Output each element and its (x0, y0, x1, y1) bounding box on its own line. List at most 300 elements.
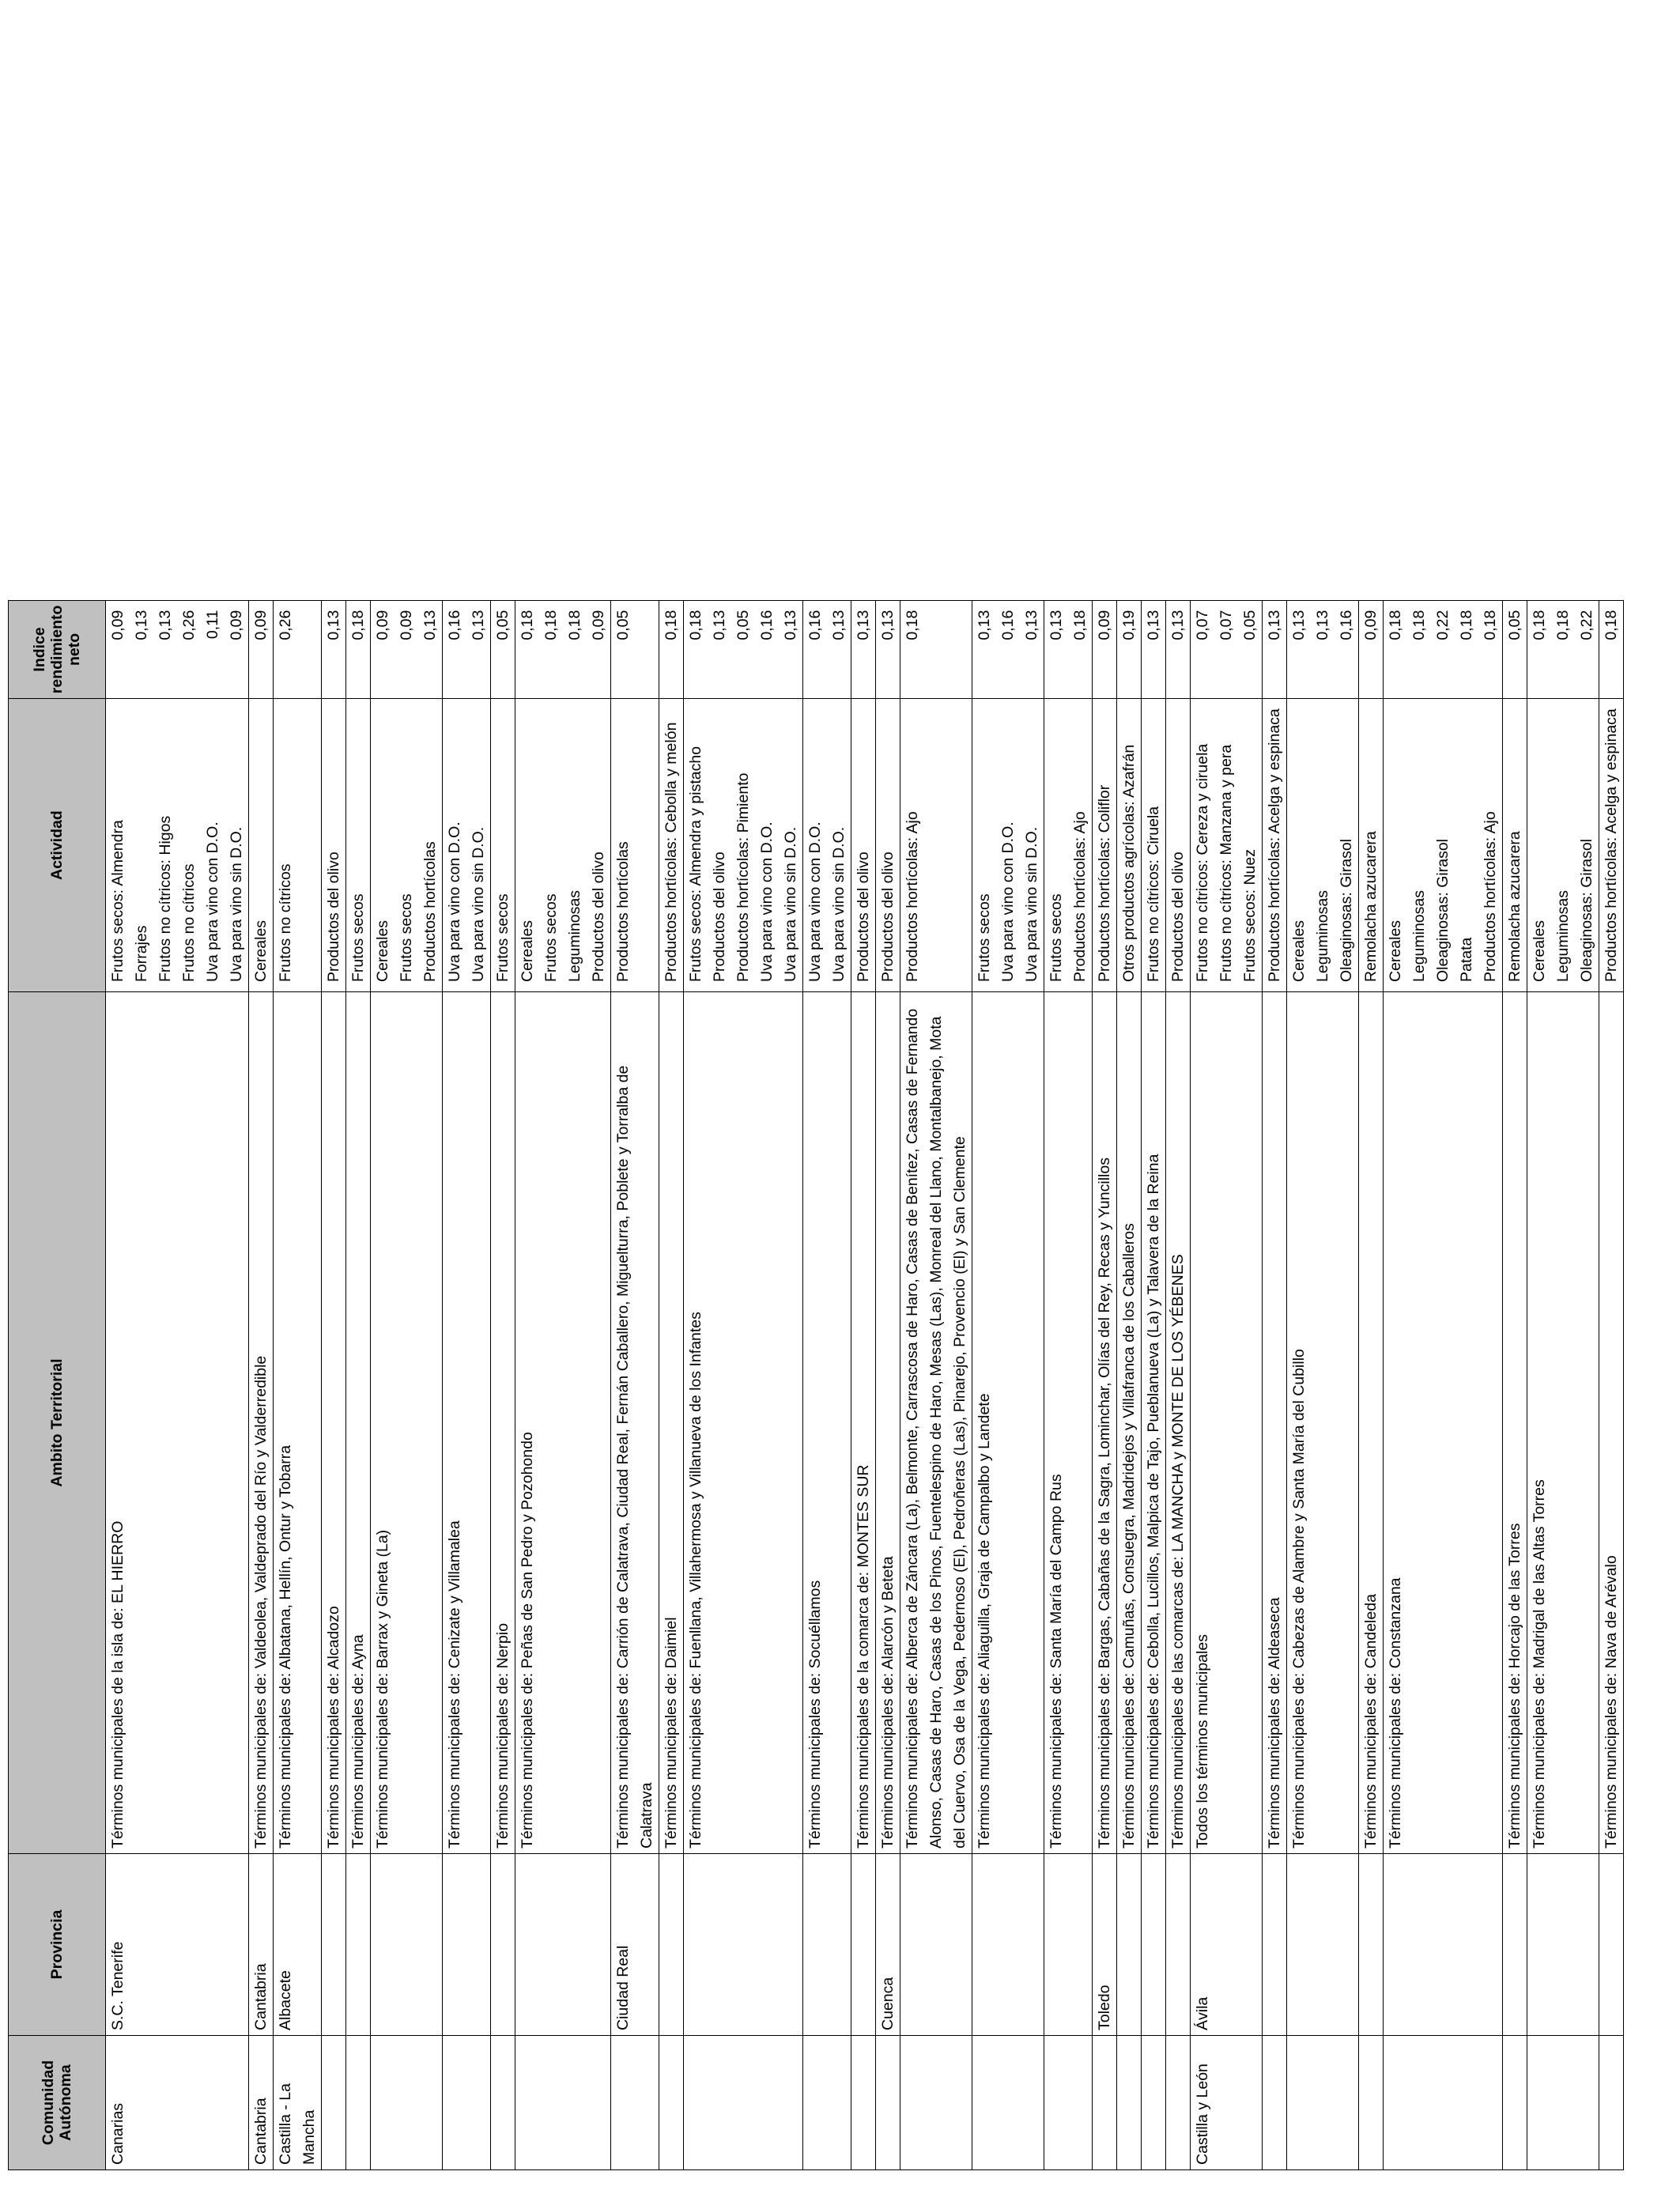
cell-comunidad (1044, 2036, 1093, 2170)
cell-ambito: Términos municipales de: Aldeaseca (1263, 992, 1287, 1854)
cell-actividad (274, 699, 322, 992)
cell-ambito: Términos municipales de: Fuenllana, Villahermosa y Villanueva de los Infantes (684, 992, 803, 1854)
indice-value: 0,18 (904, 610, 921, 640)
cell-provincia (659, 1854, 684, 2036)
table-row (1166, 600, 1191, 2169)
cell-provincia (443, 1854, 491, 2036)
actividad-item: Cereales (374, 920, 391, 982)
actividad-item: Patata (1458, 937, 1475, 982)
table-row (1527, 600, 1599, 2169)
actividad-item: Cereales (1290, 920, 1308, 982)
actividad-item: Frutos secos: Nuez (1241, 849, 1259, 982)
actividad-item: Productos hortícolas: Ajo (1071, 811, 1089, 982)
cell-provincia (1359, 1854, 1384, 2036)
cell-comunidad (1263, 2036, 1287, 2170)
cell-actividad (1527, 699, 1599, 992)
actividad-item: Leguminosas (1314, 890, 1331, 982)
indice-value: 0,18 (1482, 610, 1499, 640)
actividad-item: Productos del olivo (1169, 852, 1187, 982)
cell-indice (1359, 600, 1384, 699)
actividad-item: Frutos secos (349, 893, 367, 982)
cell-provincia (972, 1854, 1044, 2036)
cell-comunidad (1166, 2036, 1191, 2170)
actividad-item: Productos hortícolas: Coliflor (1096, 784, 1113, 982)
cell-comunidad: Castilla y León (1191, 2036, 1263, 2170)
table-row (1044, 600, 1093, 2169)
cell-indice (659, 600, 684, 699)
indice-value: 0,05 (734, 610, 752, 640)
indice-value: 0,11 (204, 610, 221, 640)
actividad-item: Uva para vino sin D.O. (1023, 826, 1040, 982)
actividad-item: Uva para vino sin D.O. (830, 826, 848, 982)
table-row (659, 600, 684, 2169)
cell-provincia (1142, 1854, 1166, 2036)
cell-comunidad (491, 2036, 515, 2170)
indice-value: 0,18 (1071, 610, 1089, 640)
cell-indice (876, 600, 900, 699)
indice-value: 0,09 (228, 610, 245, 640)
cell-indice (346, 600, 371, 699)
cell-provincia (1384, 1854, 1503, 2036)
indice-value: 0,16 (1338, 610, 1355, 640)
table-row (1093, 600, 1117, 2169)
actividad-item: Cereales (519, 920, 536, 982)
table-row (515, 600, 611, 2169)
cell-indice (1191, 600, 1263, 699)
cell-indice (1527, 600, 1599, 699)
cell-actividad (1093, 699, 1117, 992)
cell-ambito: Términos municipales de: Alcadozo (322, 992, 346, 1854)
cell-ambito: Todos los términos municipales (1191, 992, 1263, 1854)
cell-comunidad (803, 2036, 851, 2170)
header-actividad: Actividad (9, 699, 106, 992)
cell-provincia (900, 1854, 972, 2036)
cell-ambito: Términos municipales de: Cabezas de Alambre y Santa María del Cubillo (1287, 992, 1359, 1854)
cell-actividad (491, 699, 515, 992)
actividad-item: Productos del olivo (325, 852, 342, 982)
cell-actividad (851, 699, 876, 992)
indice-value: 0,13 (1314, 610, 1331, 640)
actividad-item: Frutos secos (398, 893, 415, 982)
cell-indice (684, 600, 803, 699)
table-row (106, 600, 249, 2169)
table-row (1599, 600, 1624, 2169)
cell-provincia (346, 1854, 371, 2036)
cell-provincia: Ciudad Real (611, 1854, 659, 2036)
cell-actividad (876, 699, 900, 992)
cell-provincia (1599, 1854, 1624, 2036)
actividad-item: Uva para vino con D.O. (806, 821, 824, 982)
cell-actividad (1599, 699, 1624, 992)
indice-value: 0,22 (1434, 610, 1452, 640)
header-provincia: Provincia (9, 1854, 106, 2036)
indice-value: 0,18 (1387, 610, 1404, 640)
indice-value: 0,13 (855, 610, 872, 640)
cell-ambito: Términos municipales de: Bargas, Cabañas de la Sagra, Lominchar, Olías del Rey, Recas y Yuncillos (1093, 992, 1117, 1854)
indice-value: 0,18 (663, 610, 680, 640)
actividad-item: Uva para vino con D.O. (999, 821, 1017, 982)
actividad-item: Forrajes (133, 925, 150, 982)
indice-value: 0,09 (252, 610, 270, 640)
actividad-item: Leguminosas (1554, 890, 1572, 982)
actividad-item: Frutos secos (976, 893, 993, 982)
cell-actividad (1044, 699, 1093, 992)
table-row (1142, 600, 1166, 2169)
actividad-item: Frutos secos: Almendra y pistacho (687, 746, 704, 982)
actividad-item: Uva para vino sin D.O. (782, 826, 799, 982)
cell-ambito: Términos municipales de: Socuéllamos (803, 992, 851, 1854)
cell-comunidad (1117, 2036, 1142, 2170)
cell-indice (1166, 600, 1191, 699)
indice-value: 0,13 (1266, 610, 1283, 640)
cell-ambito: Términos municipales de las comarcas de: LA MANCHA y MONTE DE LOS YÉBENES (1166, 992, 1191, 1854)
cell-actividad (515, 699, 611, 992)
indice-value: 0,13 (711, 610, 728, 640)
actividad-item: Frutos no cítricos (180, 863, 198, 982)
indice-value: 0,13 (976, 610, 993, 640)
cell-actividad (443, 699, 491, 992)
cell-indice (443, 600, 491, 699)
indice-value (924, 606, 948, 694)
cell-comunidad (1287, 2036, 1359, 2170)
cell-provincia (371, 1854, 443, 2036)
cell-ambito: Términos municipales de la isla de: EL HIERRO (106, 992, 249, 1854)
actividad-item: Frutos no cítricos (277, 863, 294, 982)
cell-comunidad (1093, 2036, 1117, 2170)
cell-ambito: Términos municipales de: Cenizate y Villamalea (443, 992, 491, 1854)
indice-value: 0,18 (1458, 610, 1475, 640)
cell-comunidad (684, 2036, 803, 2170)
indice-value: 0,05 (1506, 610, 1523, 640)
indice-value: 0,13 (782, 610, 799, 640)
cell-indice (1503, 600, 1527, 699)
indice-value: 0,05 (494, 610, 512, 640)
header-row (9, 600, 106, 2169)
cell-indice (1117, 600, 1142, 699)
cell-comunidad (1142, 2036, 1166, 2170)
table-row (1117, 600, 1142, 2169)
actividad-item: Productos hortícolas (614, 841, 632, 982)
cell-indice (1093, 600, 1117, 699)
cell-comunidad: Canarias (106, 2036, 249, 2170)
cell-ambito: Términos municipales de: Madrigal de las Altas Torres (1527, 992, 1599, 1854)
actividad-item: Productos del olivo (879, 852, 897, 982)
cell-actividad (1263, 699, 1287, 992)
indice-value: 0,18 (542, 610, 560, 640)
indice-value: 0,09 (398, 610, 415, 640)
table-row (322, 600, 346, 2169)
indice-value: 0,13 (1048, 610, 1065, 640)
actividad-item: Oleaginosas: Girasol (1578, 838, 1595, 982)
cell-provincia: Albacete (274, 1854, 322, 2036)
actividad-item: Oleaginosas: Girasol (1434, 838, 1452, 982)
table-row (1503, 600, 1527, 2169)
indice-value: 0,05 (614, 610, 632, 640)
indice-value: 0,07 (1218, 610, 1235, 640)
indice-value: 0,09 (374, 610, 391, 640)
indice-value: 0,18 (687, 610, 704, 640)
actividad-item: Productos del olivo (855, 852, 872, 982)
cell-ambito: Términos municipales de: Alberca de Záncara (La), Belmonte, Carrascosa de Haro, Casas de Benítez, Casas de Fernando Alonso, Casas de Haro, Casas de los Pinos, Fuentelespino de Haro, Mesas (Las), Monreal del Llano, Montalbanejo, Mota del Cuervo, Osa de la Vega, Pedernoso (El), Pedroñeras (Las), Pinarejo, Provencio (El) y San Clemente (900, 992, 972, 1854)
indice-value: 0,13 (157, 610, 174, 640)
actividad-item: Remolacha azucarera (1506, 831, 1523, 982)
actividad-item: Productos del olivo (590, 852, 607, 982)
actividad-item: Productos hortícolas: Ajo (1482, 811, 1499, 982)
indice-value: 0,09 (1362, 610, 1380, 640)
indice-value: 0,13 (1290, 610, 1308, 640)
cell-comunidad (659, 2036, 684, 2170)
cell-indice (1287, 600, 1359, 699)
actividad-item: Cereales (1531, 920, 1548, 982)
actividad-item: Uva para vino sin D.O. (470, 826, 487, 982)
actividad-item: Uva para vino con D.O. (204, 821, 221, 982)
cell-actividad (1191, 699, 1263, 992)
cell-provincia (1117, 1854, 1142, 2036)
cell-actividad (659, 699, 684, 992)
actividad-item: Frutos no cítricos: Manzana y pera (1218, 744, 1235, 982)
cell-actividad (1287, 699, 1359, 992)
actividad-item: Leguminosas (1410, 890, 1428, 982)
table-row (371, 600, 443, 2169)
cell-indice (322, 600, 346, 699)
table-row (851, 600, 876, 2169)
indice-value: 0,18 (349, 610, 367, 640)
actividad-item: Oleaginosas: Girasol (1338, 838, 1355, 982)
cell-actividad (900, 699, 972, 992)
actividad-item: Frutos no cítricos: Ciruela (1145, 806, 1162, 982)
cell-provincia (322, 1854, 346, 2036)
actividad-item: Cereales (252, 920, 270, 982)
actividad-item: Remolacha azucarera (1362, 831, 1380, 982)
cell-comunidad (611, 2036, 659, 2170)
cell-provincia (1166, 1854, 1191, 2036)
indice-value: 0,13 (1169, 610, 1187, 640)
cell-indice (1263, 600, 1287, 699)
table-row (1384, 600, 1503, 2169)
actividad-item: Productos hortícolas: Cebolla y melón (663, 722, 680, 982)
actividad-item: Productos hortícolas: Acelga y espinaca (1266, 708, 1283, 982)
table-row (249, 600, 274, 2169)
indice-value: 0,05 (1241, 610, 1259, 640)
indice-value: 0,13 (421, 610, 439, 640)
indice-value: 0,19 (1120, 610, 1138, 640)
table-row (274, 600, 322, 2169)
cell-ambito: Términos municipales de: Santa María del Campo Rus (1044, 992, 1093, 1854)
cell-indice (1044, 600, 1093, 699)
cell-ambito: Términos municipales de: Albatana, Hellín, Ontur y Tobarra (274, 992, 322, 1854)
table-row (1287, 600, 1359, 2169)
actividad-item: Uva para vino con D.O. (758, 821, 776, 982)
cell-provincia (803, 1854, 851, 2036)
cell-indice (611, 600, 659, 699)
cell-actividad (1142, 699, 1166, 992)
cell-ambito: Términos municipales de: Daimiel (659, 992, 684, 1854)
indice-value: 0,26 (180, 610, 198, 640)
indice-value: 0,09 (109, 610, 126, 640)
cell-comunidad (515, 2036, 611, 2170)
cell-provincia (1287, 1854, 1359, 2036)
indice-value: 0,07 (1194, 610, 1211, 640)
cell-provincia: Cantabria (249, 1854, 274, 2036)
cell-provincia (1503, 1854, 1527, 2036)
actividad-item: Frutos secos (494, 893, 512, 982)
cell-provincia: Ávila (1191, 1854, 1263, 2036)
cell-provincia: Toledo (1093, 1854, 1117, 2036)
cell-provincia (851, 1854, 876, 2036)
cell-provincia: Cuenca (876, 1854, 900, 2036)
indice-value: 0,18 (1603, 610, 1620, 640)
actividad-item: Otros productos agrícolas: Azafrán (1120, 744, 1138, 982)
header-comunidad: Comunidad Autónoma (9, 2036, 106, 2170)
table-row (491, 600, 515, 2169)
actividad-item: Productos hortícolas: Acelga y espinaca (1603, 708, 1620, 982)
cell-actividad (106, 699, 249, 992)
indice-value: 0,18 (519, 610, 536, 640)
table-row (972, 600, 1044, 2169)
actividad-item: Frutos no cítricos: Higos (157, 815, 174, 982)
actividad-item: Productos hortícolas: Ajo (904, 811, 921, 982)
cell-actividad (1166, 699, 1191, 992)
cell-comunidad (1599, 2036, 1624, 2170)
cell-ambito: Términos municipales de: Aliaguilla, Graja de Campalbo y Landete (972, 992, 1044, 1854)
actividad-item: Uva para vino sin D.O. (228, 826, 245, 982)
cell-indice (1384, 600, 1503, 699)
cell-actividad (803, 699, 851, 992)
table-row (1191, 600, 1263, 2169)
cell-comunidad (1359, 2036, 1384, 2170)
cell-indice (851, 600, 876, 699)
cell-provincia (684, 1854, 803, 2036)
indice-value: 0,13 (879, 610, 897, 640)
cell-comunidad (972, 2036, 1044, 2170)
cell-ambito: Términos municipales de: Candeleda (1359, 992, 1384, 1854)
cell-actividad (1384, 699, 1503, 992)
cell-ambito: Términos municipales de: Peñas de San Pedro y Pozohondo (515, 992, 611, 1854)
cell-ambito: Términos municipales de: Carrión de Calatrava, Ciudad Real, Fernán Caballero, Miguelturra, Poblete y Torralba de Calatrava (611, 992, 659, 1854)
indice-value: 0,16 (806, 610, 824, 640)
cell-actividad (684, 699, 803, 992)
actividad-item: Uva para vino con D.O. (446, 821, 463, 982)
table-row (900, 600, 972, 2169)
indice-value: 0,26 (277, 610, 294, 640)
cell-comunidad (851, 2036, 876, 2170)
indice-value: 0,22 (1578, 610, 1595, 640)
cell-comunidad (322, 2036, 346, 2170)
cell-indice (803, 600, 851, 699)
cell-indice (106, 600, 249, 699)
table-row (346, 600, 371, 2169)
cell-actividad (1359, 699, 1384, 992)
cell-actividad (972, 699, 1044, 992)
actividad-item: Leguminosas (566, 890, 583, 982)
cell-ambito: Términos municipales de: Alarcón y Beteta (876, 992, 900, 1854)
header-ambito: Ambito Territorial (9, 992, 106, 1854)
table-row (684, 600, 803, 2169)
actividad-item: Frutos secos: Almendra (109, 820, 126, 982)
cell-actividad (346, 699, 371, 992)
cell-ambito: Términos municipales de: Constanzana (1384, 992, 1503, 1854)
cell-indice (972, 600, 1044, 699)
cell-indice (249, 600, 274, 699)
indice-value: 0,13 (325, 610, 342, 640)
indice-value: 0,18 (1410, 610, 1428, 640)
actividad-item (924, 704, 948, 987)
table-row (1263, 600, 1287, 2169)
cell-actividad (249, 699, 274, 992)
indice-value: 0,16 (758, 610, 776, 640)
cell-provincia: S.C. Tenerife (106, 1854, 249, 2036)
cell-indice (491, 600, 515, 699)
cell-comunidad (346, 2036, 371, 2170)
indice-value: 0,18 (566, 610, 583, 640)
cell-ambito: Términos municipales de: Valdeolea, Valdeprado del Río y Valderredible (249, 992, 274, 1854)
actividad-item: Productos hortícolas (421, 841, 439, 982)
cell-provincia (515, 1854, 611, 2036)
actividad-item: Productos del olivo (711, 852, 728, 982)
indice-value: 0,09 (590, 610, 607, 640)
cell-comunidad (443, 2036, 491, 2170)
cell-ambito: Términos municipales de la comarca de: MONTES SUR (851, 992, 876, 1854)
actividad-item: Cereales (1387, 920, 1404, 982)
indice-value: 0,13 (470, 610, 487, 640)
actividad-item: Frutos no cítricos: Cereza y ciruela (1194, 743, 1211, 982)
cell-indice (1142, 600, 1166, 699)
actividad-item: Frutos secos (1048, 893, 1065, 982)
cell-provincia (1263, 1854, 1287, 2036)
cell-provincia (1044, 1854, 1093, 2036)
cell-indice (515, 600, 611, 699)
table-row (876, 600, 900, 2169)
cell-comunidad (876, 2036, 900, 2170)
indice-value: 0,18 (1531, 610, 1548, 640)
indice-value: 0,13 (1023, 610, 1040, 640)
cell-ambito: Términos municipales de: Cebolla, Lucillos, Malpica de Tajo, Pueblanueva (La) y Talavera de la Reina (1142, 992, 1166, 1854)
cell-comunidad (1384, 2036, 1503, 2170)
indice-value: 0,16 (446, 610, 463, 640)
indice-value: 0,13 (830, 610, 848, 640)
cell-comunidad: Cantabria (249, 2036, 274, 2170)
cell-comunidad (371, 2036, 443, 2170)
cell-ambito: Términos municipales de: Horcajo de las Torres (1503, 992, 1527, 1854)
cell-actividad (611, 699, 659, 992)
table-row (611, 600, 659, 2169)
cell-comunidad: Castilla - La Mancha (274, 2036, 322, 2170)
indice-value: 0,18 (1554, 610, 1572, 640)
cell-provincia (1527, 1854, 1599, 2036)
cell-actividad (1503, 699, 1527, 992)
table-row (803, 600, 851, 2169)
cell-indice (900, 600, 972, 699)
cell-ambito: Términos municipales de: Nava de Arévalo (1599, 992, 1624, 1854)
header-indice: Indice rendimiento neto (9, 600, 106, 699)
cell-indice (274, 600, 322, 699)
cell-provincia (491, 1854, 515, 2036)
cell-ambito: Términos municipales de: Nerpio (491, 992, 515, 1854)
cell-ambito: Términos municipales de: Camuñas, Consuegra, Madridejos y Villafranca de los Caballeros (1117, 992, 1142, 1854)
indice-value: 0,09 (1096, 610, 1113, 640)
actividad-item: Productos hortícolas: Pimiento (734, 772, 752, 982)
cell-ambito: Términos municipales de: Barrax y Gineta (La) (371, 992, 443, 1854)
cell-comunidad (900, 2036, 972, 2170)
cell-actividad (1117, 699, 1142, 992)
actividad-item: Frutos secos (542, 893, 560, 982)
rendimiento-table (8, 600, 1624, 2170)
cell-comunidad (1503, 2036, 1527, 2170)
table-row (443, 600, 491, 2169)
cell-indice (371, 600, 443, 699)
cell-actividad (322, 699, 346, 992)
cell-comunidad (1527, 2036, 1599, 2170)
